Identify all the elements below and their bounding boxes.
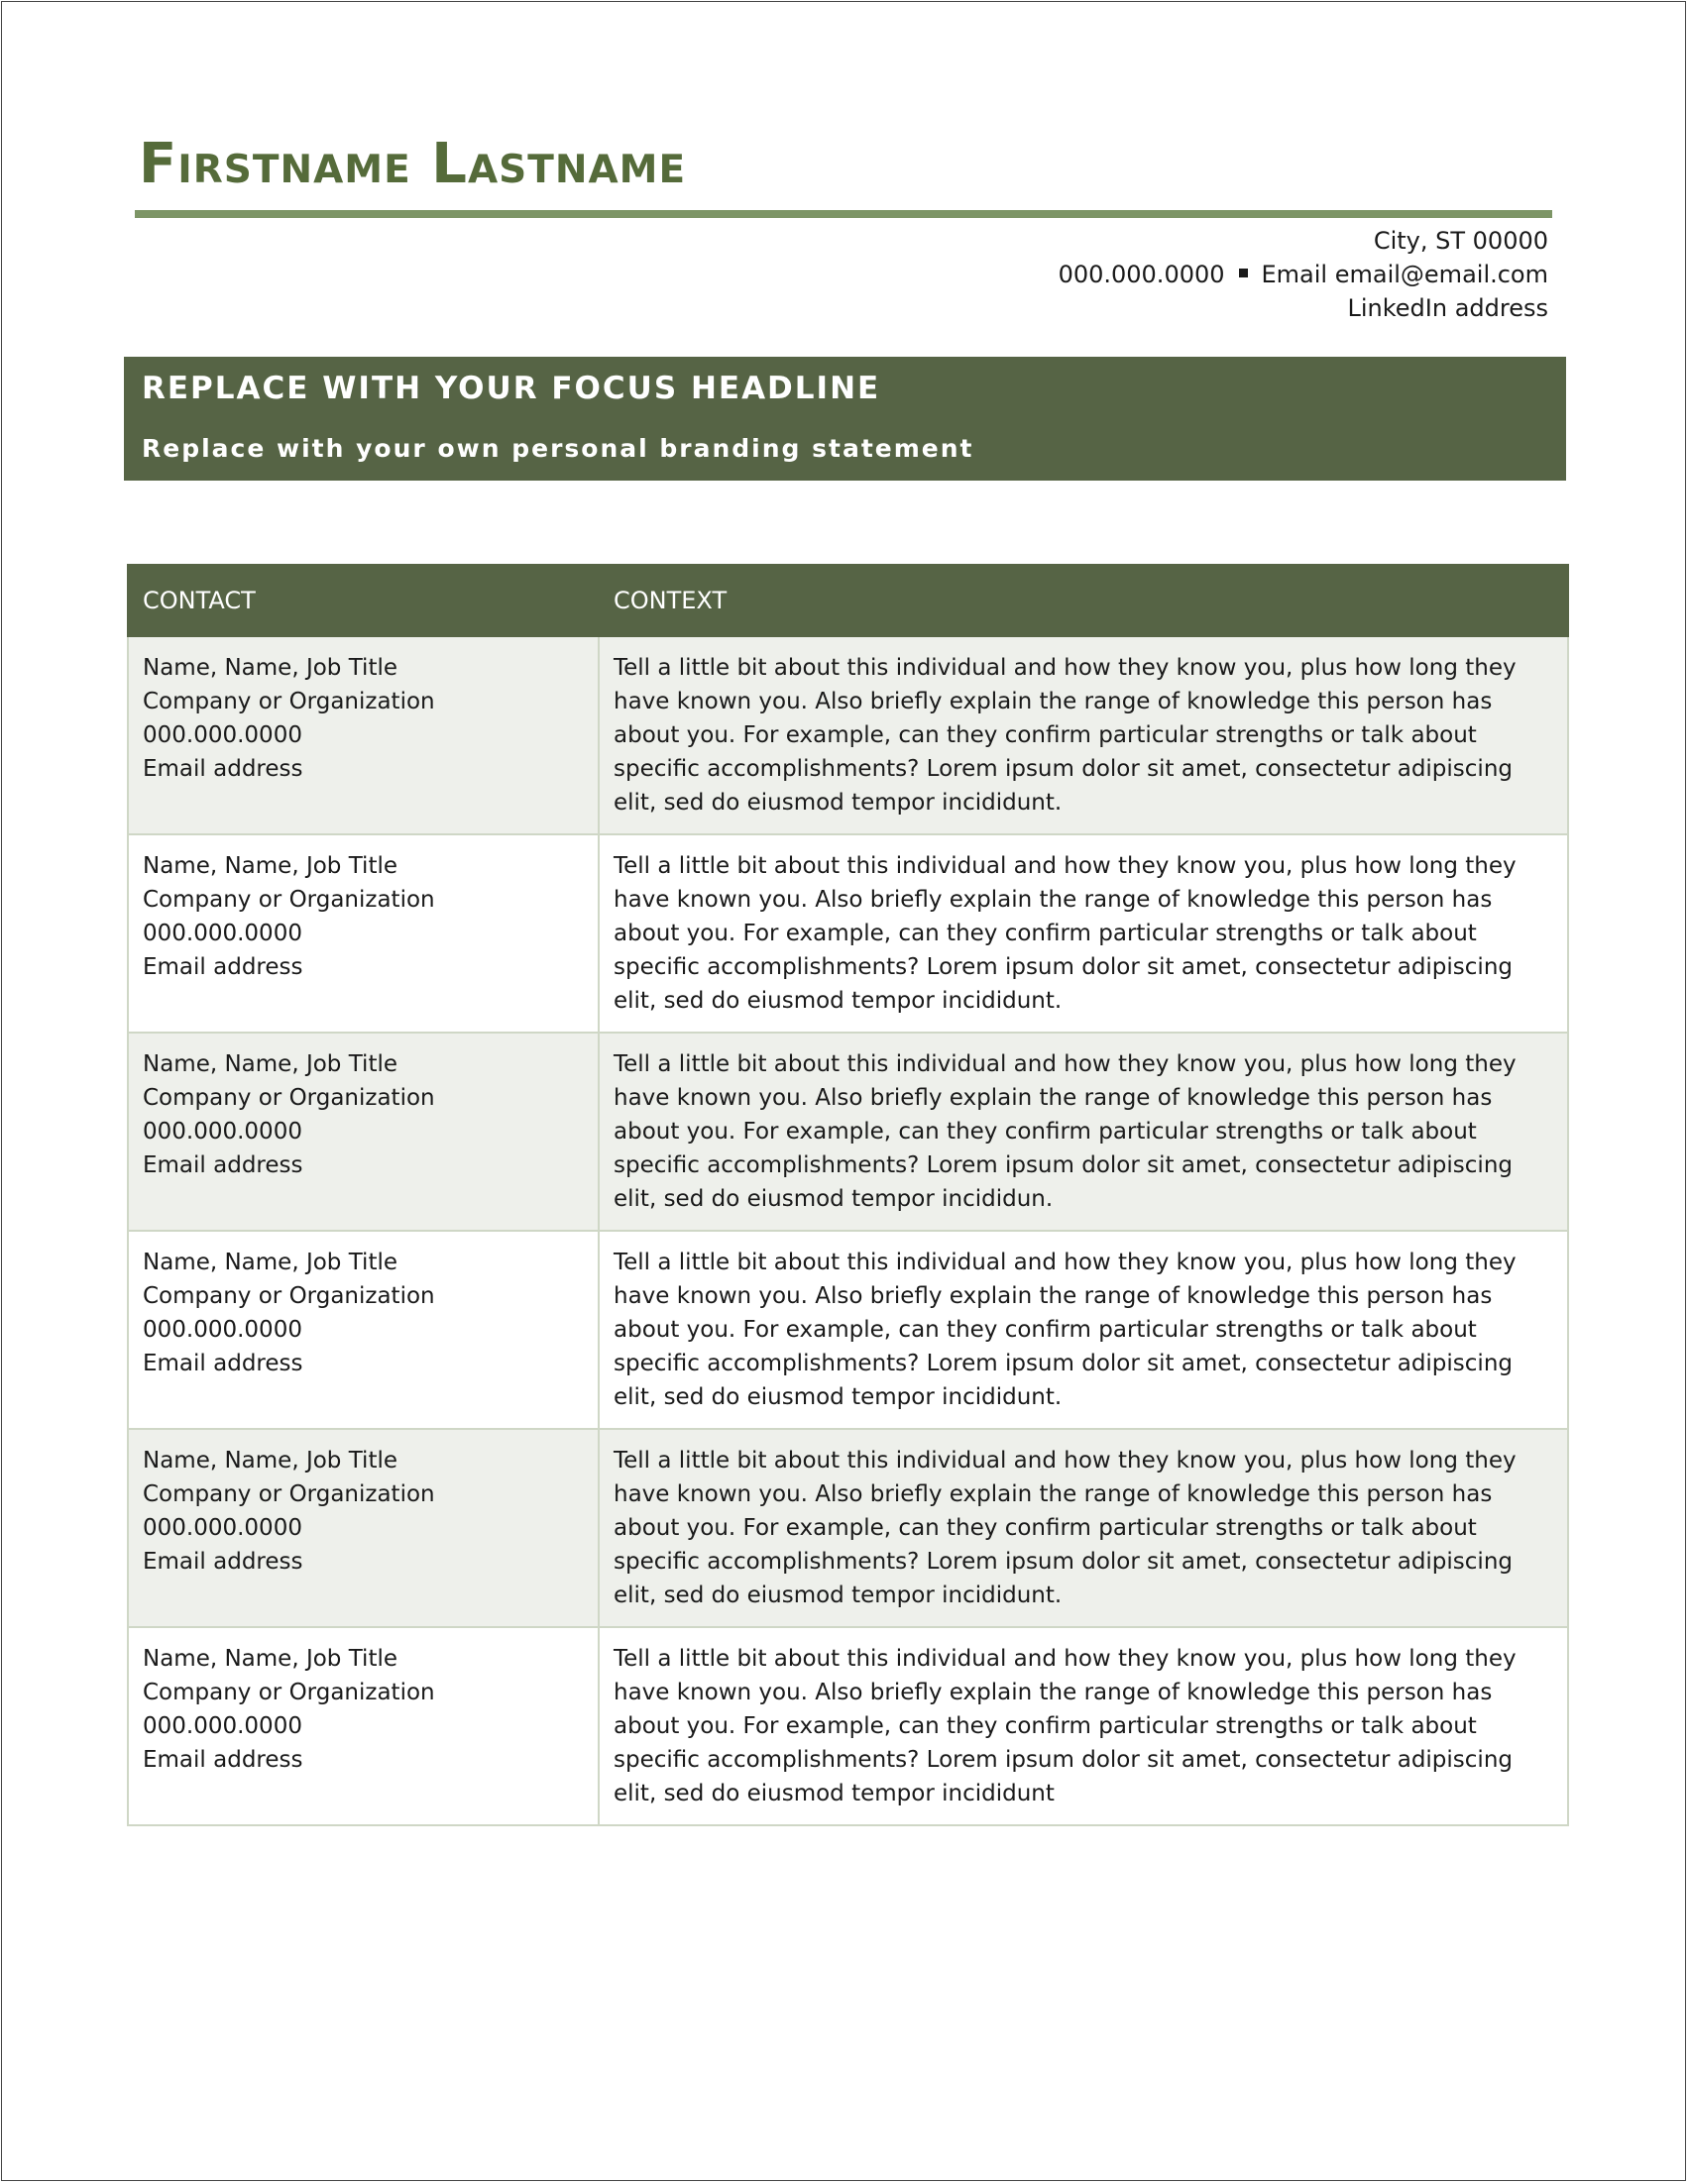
- branding-statement: Replace with your own personal branding statement: [142, 434, 974, 463]
- reference-company: Company or Organization: [143, 1283, 435, 1309]
- contact-cell: [128, 834, 599, 1033]
- contact-cell: [128, 636, 599, 834]
- table-row: [128, 1627, 1568, 1825]
- references-table: [127, 564, 1569, 1826]
- reference-phone: 000.000.0000: [143, 1713, 302, 1739]
- focus-banner: [124, 357, 1566, 481]
- contact-cell: [128, 1429, 599, 1627]
- reference-name: Name, Name, Job Title: [143, 1646, 398, 1672]
- reference-name: Name, Name, Job Title: [143, 655, 398, 681]
- context-cell: Tell a little bit about this individual and how they know you, plus how long they have known you. Also briefly explain the range of knowledge this person has about you. For example, can they confirm particular strengths or talk about specific accomplishments? Lorem ipsum dolor sit amet, consectetur adipiscing elit, sed do eiusmod tempor incididunt.: [599, 1429, 1568, 1627]
- reference-phone: 000.000.0000: [143, 1119, 302, 1145]
- context-cell: Tell a little bit about this individual and how they know you, plus how long they have known you. Also briefly explain the range of knowledge this person has about you. For example, can they confirm particular strengths or talk about specific accomplishments? Lorem ipsum dolor sit amet, consectetur adipiscing elit, sed do eiusmod tempor incididunt.: [599, 834, 1568, 1033]
- reference-email: Email address: [143, 1351, 303, 1376]
- reference-phone: 000.000.0000: [143, 1515, 302, 1541]
- contact-cell: [128, 1033, 599, 1231]
- reference-company: Company or Organization: [143, 887, 435, 913]
- contact-cell: [128, 1627, 599, 1825]
- table-row: [128, 1429, 1568, 1627]
- reference-email: Email address: [143, 1549, 303, 1575]
- email-text: Email email@email.com: [1261, 261, 1548, 288]
- table-row: [128, 1033, 1568, 1231]
- reference-name: Name, Name, Job Title: [143, 853, 398, 879]
- contact-column-header: CONTACT: [128, 565, 599, 636]
- table-row: [128, 1231, 1568, 1429]
- square-bullet-icon: [1239, 269, 1248, 277]
- reference-phone: 000.000.0000: [143, 1317, 302, 1343]
- reference-company: Company or Organization: [143, 1085, 435, 1111]
- reference-email: Email address: [143, 1747, 303, 1773]
- reference-phone: 000.000.0000: [143, 722, 302, 748]
- linkedin-line: LinkedIn address: [1347, 294, 1548, 322]
- city-line: City, ST 00000: [1373, 227, 1548, 255]
- context-cell: Tell a little bit about this individual and how they know you, plus how long they have known you. Also briefly explain the range of knowledge this person has about you. For example, can they confirm particular strengths or talk about specific accomplishments? Lorem ipsum dolor sit amet, consectetur adipiscing elit, sed do eiusmod tempor incididun.: [599, 1033, 1568, 1231]
- table-row: [128, 636, 1568, 834]
- contact-info: [1059, 224, 1548, 325]
- focus-headline: REPLACE WITH YOUR FOCUS HEADLINE: [142, 371, 881, 406]
- reference-phone: 000.000.0000: [143, 921, 302, 946]
- reference-company: Company or Organization: [143, 689, 435, 714]
- reference-name: Name, Name, Job Title: [143, 1250, 398, 1275]
- reference-name: Name, Name, Job Title: [143, 1448, 398, 1474]
- reference-name: Name, Name, Job Title: [143, 1051, 398, 1077]
- reference-email: Email address: [143, 756, 303, 782]
- phone-email-line: [1059, 258, 1548, 291]
- context-cell: Tell a little bit about this individual and how they know you, plus how long they have known you. Also briefly explain the range of knowledge this person has about you. For example, can they confirm particular strengths or talk about specific accomplishments? Lorem ipsum dolor sit amet, consectetur adipiscing elit, sed do eiusmod tempor incididunt.: [599, 636, 1568, 834]
- reference-email: Email address: [143, 1152, 303, 1178]
- reference-company: Company or Organization: [143, 1680, 435, 1705]
- reference-company: Company or Organization: [143, 1481, 435, 1507]
- contact-cell: [128, 1231, 599, 1429]
- context-cell: Tell a little bit about this individual and how they know you, plus how long they have known you. Also briefly explain the range of knowledge this person has about you. For example, can they confirm particular strengths or talk about specific accomplishments? Lorem ipsum dolor sit amet, consectetur adipiscing elit, sed do eiusmod tempor incididunt.: [599, 1231, 1568, 1429]
- phone-text: 000.000.0000: [1058, 261, 1225, 288]
- context-column-header: CONTEXT: [599, 565, 1568, 636]
- table-header-row: [128, 565, 1568, 636]
- table-row: [128, 834, 1568, 1033]
- name-divider: [135, 210, 1552, 218]
- reference-email: Email address: [143, 954, 303, 980]
- context-cell: Tell a little bit about this individual and how they know you, plus how long they have known you. Also briefly explain the range of knowledge this person has about you. For example, can they confirm particular strengths or talk about specific accomplishments? Lorem ipsum dolor sit amet, consectetur adipiscing elit, sed do eiusmod tempor incididunt: [599, 1627, 1568, 1825]
- candidate-name: Firstname Lastname: [139, 132, 687, 196]
